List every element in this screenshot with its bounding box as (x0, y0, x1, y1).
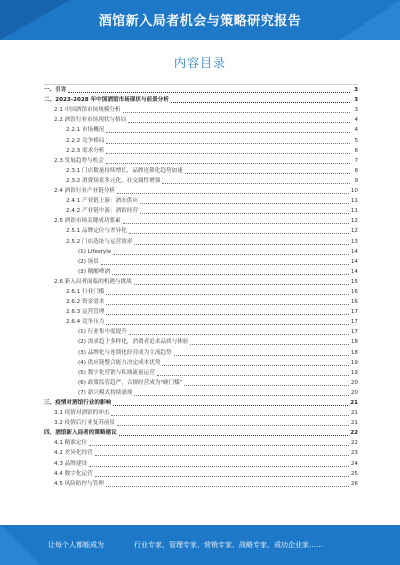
toc-entry-label: (1) 行业集中度提升 (78, 329, 127, 336)
toc-entry-label: 四、酒馆新入局者的策略建议 (44, 430, 117, 437)
toc-entry-label: 2.3 发展趋势与机会 (54, 157, 104, 164)
toc-entry-page: 12 (350, 218, 358, 225)
toc-entry[interactable] (44, 146, 358, 156)
toc-entry-page: 22 (350, 440, 358, 447)
toc-entry-label: 2.5.2 门店选址与运营效率 (66, 238, 133, 245)
toc-entry[interactable] (44, 469, 358, 479)
toc-entry-label: 2.1 中国酒馆市场规模分析 (54, 107, 121, 114)
toc-dot-leader (106, 142, 350, 144)
toc-entry-label: 一、引言 (44, 87, 67, 94)
toc-entry[interactable] (44, 438, 358, 448)
toc-entry-page: 22 (350, 430, 358, 437)
toc-entry-page: 9 (354, 177, 358, 184)
toc-entry-label: 2.6.3 运营管理 (66, 309, 105, 316)
toc-entry[interactable] (44, 206, 358, 216)
toc-entry-page: 25 (350, 470, 358, 477)
toc-entry-page: 17 (350, 319, 358, 326)
toc-entry[interactable] (44, 267, 358, 277)
toc-entry[interactable] (44, 297, 358, 307)
toc-entry-page: 24 (350, 460, 358, 467)
toc-entry[interactable] (44, 236, 358, 246)
toc-entry[interactable] (44, 448, 358, 458)
toc-entry-page: 4 (354, 127, 358, 134)
toc-dot-leader (117, 192, 349, 194)
toc-dot-leader (129, 232, 349, 234)
toc-entry[interactable] (44, 196, 358, 206)
toc-entry-page: 5 (354, 137, 358, 144)
toc-entry[interactable] (44, 277, 358, 287)
toc-entry-label: (6) 政策监管趋严，合规经营成为"硬门槛" (78, 379, 183, 386)
toc-dot-leader (106, 313, 348, 315)
toc-entry[interactable] (44, 317, 358, 327)
toc-entry[interactable] (44, 368, 358, 378)
toc-entry-label: 2.6.2 资金需求 (66, 299, 105, 306)
toc-entry[interactable] (44, 216, 358, 226)
toc-entry-page: 21 (350, 420, 358, 427)
footer-decoration (0, 525, 40, 565)
toc-entry-page: 15 (350, 278, 358, 285)
toc-entry-page: 17 (350, 329, 358, 336)
toc-entry[interactable] (44, 135, 358, 145)
toc-entry-label: 2.4.2 产业链中游：酒馆经营 (66, 208, 138, 215)
toc-dot-leader (184, 384, 349, 386)
toc-entry-label: 2.4.1 产业链上游：酒水供应 (66, 198, 138, 205)
toc-entry-page: 14 (350, 248, 358, 255)
toc-entry-page: 23 (350, 450, 358, 457)
toc-entry-label: 2.5 酒馆市场关键成功要素 (54, 218, 121, 225)
toc-entry[interactable] (44, 337, 358, 347)
toc-dot-leader (68, 91, 350, 93)
toc-entry-page: 3 (354, 97, 358, 104)
toc-entry-label: (3) 品牌化与连锁化经营成为主流趋势 (78, 349, 172, 356)
toc-dot-leader (174, 354, 349, 356)
toc-dot-leader (190, 343, 348, 345)
toc-dot-leader (95, 454, 349, 456)
toc-entry[interactable] (44, 176, 358, 186)
toc-dot-leader (123, 111, 350, 113)
toc-dot-leader (134, 243, 349, 245)
toc-entry[interactable] (44, 166, 358, 176)
toc-entry-page: 10 (350, 188, 358, 195)
toc-entry[interactable] (44, 125, 358, 135)
toc-entry-label: 2.2.1 市场概况 (66, 127, 105, 134)
toc-dot-leader (113, 253, 349, 255)
toc-entry-page: 3 (354, 107, 358, 114)
toc-entry-label: 2.2.3 需求分析 (66, 147, 105, 154)
toc-dot-leader (106, 485, 349, 487)
toc-entry-page: 19 (350, 359, 358, 366)
toc-entry-label: 2.2 酒馆行业市场现状与格局 (54, 117, 127, 124)
toc-dot-leader (128, 121, 350, 123)
toc-entry-page: 14 (350, 268, 358, 275)
toc-dot-leader (89, 444, 349, 446)
toc-entry-page: 14 (350, 258, 358, 265)
toc-entry[interactable] (44, 327, 358, 337)
toc-dot-leader (140, 202, 349, 204)
toc-entry-label: (4) 供应链整合能力决定成本优势 (78, 359, 161, 366)
toc-entry-page: 21 (350, 400, 358, 406)
toc-entry-page: 11 (350, 198, 358, 205)
toc-entry-label: 二、2023-2028 年中国酒馆市场现状与前景分析 (44, 97, 169, 104)
toc-entry-label: 2.6.4 竞争压力 (66, 319, 105, 326)
toc-entry-page: 11 (350, 208, 358, 215)
toc-entry-page: 19 (350, 369, 358, 376)
toc-entry[interactable] (44, 156, 358, 166)
toc-entry-page: 12 (350, 228, 358, 235)
toc-entry-page: 18 (350, 349, 358, 356)
toc-dot-leader (111, 414, 348, 416)
toc-heading: 内容目录 (173, 56, 226, 70)
toc-entry-page: 20 (350, 389, 358, 396)
toc-entry-page: 18 (350, 339, 358, 346)
toc-dot-leader (95, 475, 349, 477)
toc-entry-label: 4.3 品牌建设 (54, 460, 88, 467)
toc-entry-label: 4.4 数字化运营 (54, 470, 93, 477)
toc-entry[interactable] (44, 287, 358, 297)
toc-entry-label: (3) 精酿啤酒 (78, 268, 111, 275)
toc-dot-leader (129, 333, 349, 335)
report-header (0, 0, 400, 40)
toc-entry[interactable] (44, 418, 358, 428)
toc-entry-page: 16 (350, 299, 358, 306)
toc-entry[interactable] (44, 95, 358, 105)
toc-entry[interactable] (44, 388, 358, 398)
toc-dot-leader (106, 152, 350, 154)
toc-entry-label: 2.4 酒馆行业产业链分析 (54, 188, 116, 195)
toc-dot-leader (157, 374, 349, 376)
toc-entry-label: 3.2 疫情后行业复苏前景 (54, 420, 116, 427)
toc-entry-label: 2.6.1 行业门槛 (66, 288, 105, 295)
toc-entry-label: 4.1 精准定位 (54, 440, 88, 447)
toc-dot-leader (89, 465, 349, 467)
toc-dot-leader (112, 273, 349, 275)
toc-entry-label: (2) 需求趋于多样化，消费者追求品质与体验 (78, 339, 189, 346)
toc-dot-leader (123, 222, 349, 224)
toc-entry[interactable] (44, 479, 358, 489)
toc-entry-page: 4 (354, 117, 358, 124)
toc-entry-label: 2.2.2 竞争格局 (66, 137, 105, 144)
toc-entry-label: (2) 场景 (78, 258, 99, 265)
toc-entry[interactable] (44, 458, 358, 468)
toc-entry-label: 2.6 新入局者面临的机遇与挑战 (54, 278, 132, 285)
toc-entry[interactable] (44, 115, 358, 125)
toc-dot-leader (106, 293, 348, 295)
report-title: 酒馆新入局者机会与策略研究报告 (98, 14, 302, 29)
toc-dot-leader (106, 323, 348, 325)
toc-dot-leader (171, 101, 350, 103)
toc-entry-page: 16 (350, 288, 358, 295)
toc-entry-label: (5) 数字化营销与私域流量运营 (78, 369, 155, 376)
toc-dot-leader (101, 263, 349, 265)
toc-dot-leader (162, 182, 350, 184)
toc-entry-label: 2.3.1 门店数量持续增长，品牌连锁化趋势加速 (66, 167, 183, 174)
toc-dot-leader (162, 364, 348, 366)
toc-entry[interactable] (44, 186, 358, 196)
toc-dot-leader (134, 283, 349, 285)
toc-entry[interactable] (44, 226, 358, 236)
toc-entry[interactable] (44, 307, 358, 317)
toc-entry-label: 2.3.2 消费场景多元化，社交属性增强 (66, 177, 161, 184)
footer-slogan-right: 行业专家、管理专家、营销专家、战略专家、成功企业家…… (134, 541, 323, 549)
report-footer (0, 525, 400, 565)
toc-dot-leader (113, 404, 348, 406)
toc-entry[interactable] (44, 358, 358, 368)
toc-dot-leader (140, 212, 349, 214)
toc-entry-page: 3 (354, 87, 358, 94)
toc-entry-label: 4.5 风险防控与管理 (54, 480, 104, 487)
toc-dot-leader (106, 303, 348, 305)
toc-entry[interactable] (44, 398, 358, 408)
toc-entry-page: 21 (350, 410, 358, 417)
toc-entry-page: 17 (350, 309, 358, 316)
toc-entry-label: 3.1 疫情对酒馆的冲击 (54, 410, 110, 417)
toc-dot-leader (106, 162, 350, 164)
toc-entry-page: 13 (350, 238, 358, 245)
toc-entry-label: 2.5.1 品牌定位与差异化 (66, 228, 127, 235)
toc-dot-leader (106, 131, 350, 133)
toc-entry[interactable] (44, 408, 358, 418)
table-of-contents (44, 85, 358, 489)
toc-entry-page: 26 (350, 480, 358, 487)
toc-entry[interactable] (44, 347, 358, 357)
toc-entry-label: 三、疫情对酒馆行业的影响 (44, 400, 112, 406)
toc-entry[interactable] (44, 85, 358, 95)
toc-dot-leader (134, 394, 348, 396)
toc-entry[interactable] (44, 378, 358, 388)
footer-slogan-left: 让每个人都能成为 (48, 541, 104, 549)
toc-entry[interactable] (44, 428, 358, 438)
toc-dot-leader (119, 434, 348, 436)
toc-entry[interactable] (44, 257, 358, 267)
toc-entry-label: (1) Lifestyle (78, 248, 112, 255)
toc-entry[interactable] (44, 247, 358, 257)
toc-entry-label: 4.2 差异化经营 (54, 450, 93, 457)
toc-entry-page: 8 (354, 167, 358, 174)
toc-entry[interactable] (44, 105, 358, 115)
toc-entry-page: 20 (350, 379, 358, 386)
toc-entry-page: 6 (354, 147, 358, 154)
toc-dot-leader (117, 424, 349, 426)
toc-entry-page: 7 (354, 157, 358, 164)
toc-entry-label: (7) 新兴模式持续涌现 (78, 389, 133, 396)
toc-dot-leader (185, 172, 350, 174)
